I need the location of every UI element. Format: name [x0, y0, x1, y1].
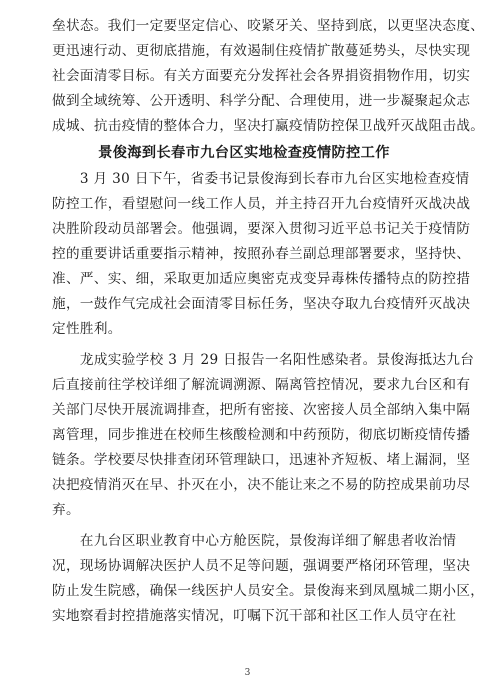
text-line: 做到全域统筹、公开透明、科学分配、合理使用，进一步凝聚起众志	[52, 93, 471, 109]
text-line: 决把疫情消灭在早、扑灭在小，决不能让来之不易的防控成果前功尽	[52, 477, 471, 493]
text-line: 实地察看封控措施落实情况，叮嘱下沉干部和社区工作人员守在社	[52, 608, 457, 624]
paragraph-hospital	[52, 529, 485, 629]
section-heading: 景俊海到长春市九台区实地检查疫情防控工作	[98, 145, 390, 161]
text-line: 链条。学校要尽快排查闭环管理缺口，迅速补齐短板、堵上漏洞，坚	[52, 452, 471, 468]
text-line: 龙成实验学校 3 月 29 日报告一名阳性感染者。景俊海抵达九台	[52, 352, 475, 368]
text-line: 在九台区职业教育中心方舱医院，景俊海详细了解患者收治情	[52, 533, 457, 549]
intro-paragraph	[52, 14, 485, 139]
text-line: 施，一鼓作气完成社会面清零目标任务，坚决夺取九台疫情歼灭战决	[52, 296, 471, 312]
text-line: 3 月 30 日下午，省委书记景俊海到长春市九台区实地检查疫情	[52, 171, 470, 187]
paragraph-inspection	[52, 167, 471, 342]
text-line: 垒状态。我们一定要坚定信心、咬紧牙关、坚持到底，以更坚决态度、	[52, 18, 485, 34]
text-line: 防止发生院感，确保一线医护人员安全。景俊海来到凤凰城二期小区，	[52, 583, 485, 599]
text-line: 况，现场协调解决医护人员不足等问题，强调要严格闭环管理，坚决	[52, 558, 471, 574]
text-line: 准、严、实、细，采取更加适应奥密克戎变异毒株传播特点的防控措	[52, 271, 471, 287]
text-line: 离管理，同步推进在校师生核酸检测和中药预防，彻底切断疫情传播	[52, 427, 471, 443]
document-body	[52, 14, 485, 629]
text-line: 定性胜利。	[52, 321, 122, 337]
text-line: 控的重要讲话重要指示精神，按照孙春兰副总理部署要求，坚持快、	[52, 246, 471, 262]
text-line: 后直接前往学校详细了解流调溯源、隔离管控情况，要求九台区和有	[52, 377, 471, 393]
paragraph-school	[52, 348, 475, 523]
text-line: 成城、抗击疫情的整体合力，坚决打赢疫情防控保卫战歼灭战阻击战。	[52, 118, 485, 134]
text-line: 防控工作，看望慰问一线工作人员，并主持召开九台疫情歼灭战决战	[52, 196, 471, 212]
text-line: 社会面清零目标。有关方面要充分发挥社会各界捐资捐物作用，切实	[52, 68, 471, 84]
text-line: 更迅速行动、更彻底措施，有效遏制住疫情扩散蔓延势头，尽快实现	[52, 43, 471, 59]
text-line: 决胜阶段动员部署会。他强调，要深入贯彻习近平总书记关于疫情防	[52, 221, 471, 237]
text-line: 关部门尽快开展流调排查，把所有密接、次密接人员全部纳入集中隔	[52, 402, 471, 418]
page-number: 3	[244, 668, 251, 678]
text-line: 弃。	[52, 502, 80, 518]
